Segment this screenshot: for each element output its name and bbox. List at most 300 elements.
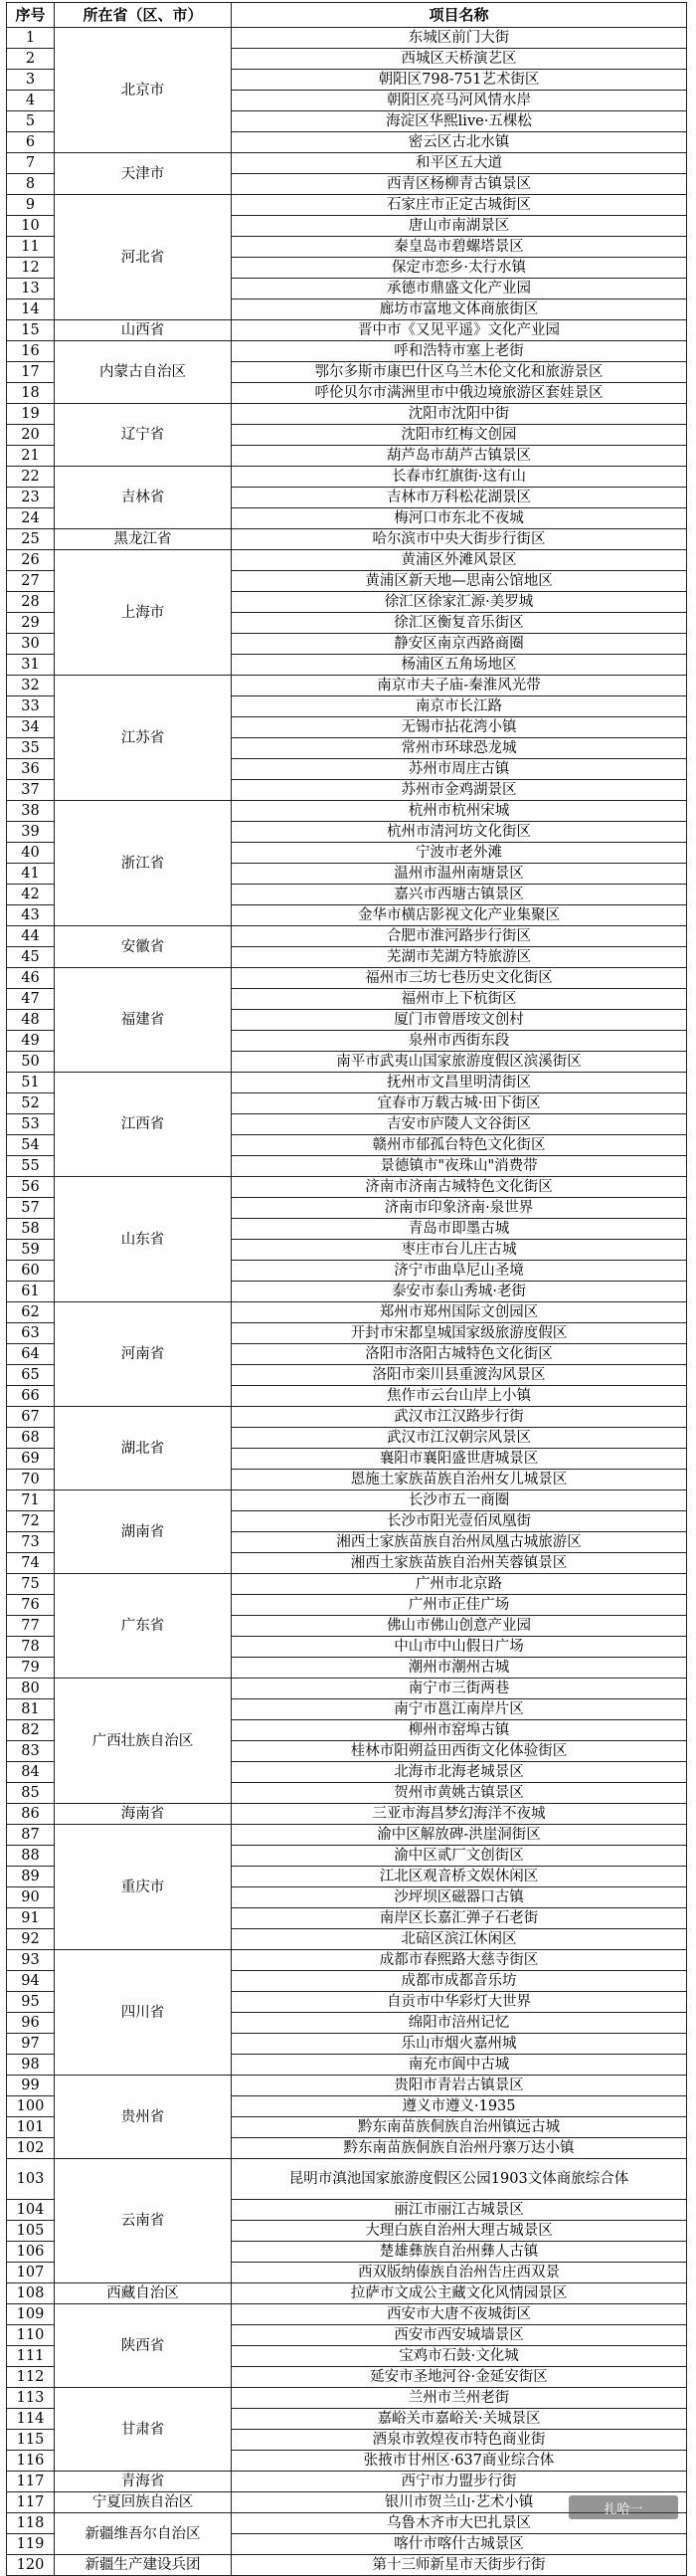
project-name: 洛阳市洛阳古城特色文化街区 [232,1344,687,1365]
row-number: 83 [7,1741,55,1762]
project-name: 厦门市曾厝垵文创村 [232,1010,687,1031]
project-name: 东城区前门大街 [232,28,687,49]
region-cell: 上海市 [55,550,232,676]
region-cell: 贵州省 [55,2076,232,2159]
project-name: 贺州市黄姚古镇景区 [232,1783,687,1804]
project-name: 西双版纳傣族自治州告庄西双景 [232,2263,687,2283]
project-name: 温州市温州南塘景区 [232,864,687,885]
project-name: 赣州市郁孤台特色文化街区 [232,1135,687,1156]
row-number: 55 [7,1156,55,1177]
row-number: 13 [7,279,55,299]
region-cell: 江西省 [55,1073,232,1177]
project-name: 乌鲁木齐市大巴扎景区 [232,2513,687,2534]
region-cell: 河南省 [55,1302,232,1407]
project-name: 南宁市邕江南岸片区 [232,1699,687,1720]
row-number: 58 [7,1219,55,1240]
row-number: 105 [7,2221,55,2242]
row-number: 31 [7,655,55,676]
project-name: 丽江市丽江古城景区 [232,2200,687,2221]
project-name: 常州市环球恐龙城 [232,738,687,759]
project-name: 郑州市郑州国际文创园区 [232,1302,687,1323]
row-number: 54 [7,1135,55,1156]
row-number: 36 [7,759,55,780]
table-row [7,341,687,362]
header-region: 所在省（区、市） [55,3,232,28]
project-name: 芜湖市芜湖方特旅游区 [232,947,687,968]
row-number: 104 [7,2200,55,2221]
project-name: 泉州市西街东段 [232,1031,687,1052]
row-number: 106 [7,2242,55,2263]
project-name: 葫芦岛市葫芦古镇景区 [232,446,687,467]
project-name: 景德镇市"夜珠山"消费带 [232,1156,687,1177]
region-cell: 海南省 [55,1804,232,1825]
project-name: 绵阳市涪州记忆 [232,2013,687,2034]
row-number: 5 [7,111,55,132]
project-name: 北碚区滨江休闲区 [232,1929,687,1950]
row-number: 20 [7,425,55,446]
row-number: 26 [7,550,55,571]
row-number: 81 [7,1699,55,1720]
project-name: 南宁市三街两巷 [232,1679,687,1699]
row-number: 79 [7,1658,55,1679]
row-number: 59 [7,1240,55,1261]
row-number: 19 [7,404,55,425]
project-table [6,2,687,2576]
project-name: 喀什市喀什古城景区 [232,2534,687,2555]
row-number: 100 [7,2096,55,2117]
table-row [7,1490,687,1511]
table-row [7,801,687,822]
row-number: 116 [7,2451,55,2472]
row-number: 32 [7,676,55,696]
project-name: 无锡市拈花湾小镇 [232,717,687,738]
row-number: 103 [7,2159,55,2200]
project-name: 南岸区长嘉汇弹子石老街 [232,1908,687,1929]
row-number: 61 [7,1282,55,1302]
row-number: 27 [7,571,55,592]
project-name: 江北区观音桥文娱休闲区 [232,1867,687,1887]
row-number: 90 [7,1887,55,1908]
project-name: 泰安市泰山秀城·老街 [232,1282,687,1302]
row-number: 75 [7,1574,55,1595]
region-cell: 浙江省 [55,801,232,926]
row-number: 93 [7,1950,55,1971]
row-number: 78 [7,1637,55,1658]
project-name: 自贡市中华彩灯大世界 [232,1992,687,2013]
table-row [7,2159,687,2200]
project-name: 济南市印象济南·泉世界 [232,1198,687,1219]
project-name: 渝中区贰厂文创街区 [232,1846,687,1867]
project-name: 南京市长江路 [232,696,687,717]
row-number: 44 [7,926,55,947]
project-name: 楚雄彝族自治州彝人古镇 [232,2242,687,2263]
region-cell: 新疆维吾尔自治区 [55,2513,232,2555]
region-cell: 湖南省 [55,1490,232,1574]
project-name: 嘉峪关市嘉峪关·关城景区 [232,2409,687,2430]
project-name: 黔东南苗族侗族自治州丹寨万达小镇 [232,2138,687,2159]
project-name: 渝中区解放碑-洪崖洞街区 [232,1825,687,1846]
table-row [7,926,687,947]
project-name: 哈尔滨市中央大街步行街区 [232,529,687,550]
project-name: 石家庄市正定古城街区 [232,195,687,216]
project-name: 南京市夫子庙-秦淮风光带 [232,676,687,696]
project-name: 秦皇岛市碧螺塔景区 [232,237,687,258]
row-number: 76 [7,1595,55,1616]
row-number: 91 [7,1908,55,1929]
region-cell: 湖北省 [55,1407,232,1490]
project-name: 武汉市江汉路步行街 [232,1407,687,1428]
project-name: 第十三师新星市天街步行街 [232,2555,687,2576]
project-name: 唐山市南湖景区 [232,216,687,237]
project-name: 柳州市窑埠古镇 [232,1720,687,1741]
project-name: 黔东南苗族侗族自治州镇远古城 [232,2117,687,2138]
project-name: 兰州市兰州老街 [232,2388,687,2409]
project-name: 焦作市云台山岸上小镇 [232,1386,687,1407]
row-number: 86 [7,1804,55,1825]
project-name: 密云区古北水镇 [232,132,687,153]
project-name: 吉安市庐陵人文谷街区 [232,1114,687,1135]
project-name: 昆明市滇池国家旅游度假区公园1903文体商旅综合体 [232,2159,687,2200]
table-row [7,28,687,49]
row-number: 80 [7,1679,55,1699]
table-row [7,1804,687,1825]
row-number: 53 [7,1114,55,1135]
row-number: 82 [7,1720,55,1741]
table-row [7,2283,687,2304]
project-name: 吉林市万科松花湖景区 [232,488,687,508]
row-number: 48 [7,1010,55,1031]
header-no: 序号 [7,3,55,28]
row-number: 113 [7,2388,55,2409]
row-number: 98 [7,2055,55,2076]
project-name: 湘西土家族苗族自治州凤凰古城旅游区 [232,1532,687,1553]
region-cell: 新疆生产建设兵团 [55,2555,232,2576]
row-number: 10 [7,216,55,237]
table-row [7,968,687,989]
project-name: 张掖市甘州区·637商业综合体 [232,2451,687,2472]
region-cell: 黑龙江省 [55,529,232,550]
row-number: 40 [7,843,55,864]
project-name: 杭州市杭州宋城 [232,801,687,822]
row-number: 112 [7,2367,55,2388]
project-name: 静安区南京西路商圈 [232,634,687,655]
table-row [7,550,687,571]
row-number: 109 [7,2304,55,2325]
row-number: 68 [7,1428,55,1449]
project-name: 西城区天桥演艺区 [232,49,687,70]
row-number: 96 [7,2013,55,2034]
row-number: 64 [7,1344,55,1365]
project-name: 徐汇区衡复音乐街区 [232,613,687,634]
project-name: 合肥市淮河路步行街区 [232,926,687,947]
project-name: 福州市上下杭街区 [232,989,687,1010]
table-row [7,1679,687,1699]
table-row [7,195,687,216]
table-row [7,404,687,425]
table-row [7,529,687,550]
region-cell: 云南省 [55,2159,232,2283]
row-number: 2 [7,49,55,70]
region-cell: 吉林省 [55,467,232,529]
row-number: 88 [7,1846,55,1867]
table-row [7,1177,687,1198]
project-name: 苏州市周庄古镇 [232,759,687,780]
row-number: 38 [7,801,55,822]
table-row [7,1825,687,1846]
row-number: 7 [7,153,55,174]
project-name: 青岛市即墨古城 [232,1219,687,1240]
row-number: 1 [7,28,55,49]
region-cell: 福建省 [55,968,232,1073]
row-number: 37 [7,780,55,801]
row-number: 102 [7,2138,55,2159]
row-number: 92 [7,1929,55,1950]
row-number: 42 [7,885,55,905]
row-number: 117 [7,2472,55,2492]
row-number: 72 [7,1511,55,1532]
project-name: 沙坪坝区磁器口古镇 [232,1887,687,1908]
row-number: 16 [7,341,55,362]
region-cell: 广西壮族自治区 [55,1679,232,1804]
row-number: 30 [7,634,55,655]
row-number: 33 [7,696,55,717]
region-cell: 四川省 [55,1950,232,2076]
project-name: 开封市宋都皇城国家级旅游度假区 [232,1323,687,1344]
region-cell: 江苏省 [55,676,232,801]
project-name: 廊坊市富地文体商旅街区 [232,299,687,320]
project-name: 宁波市老外滩 [232,843,687,864]
project-name: 枣庄市台儿庄古城 [232,1240,687,1261]
region-cell: 西藏自治区 [55,2283,232,2304]
row-number: 71 [7,1490,55,1511]
header-row [7,3,687,28]
table-row [7,467,687,488]
row-number: 89 [7,1867,55,1887]
table-row [7,1574,687,1595]
project-name: 北海市北海老城景区 [232,1762,687,1783]
project-name: 银川市贺兰山·艺术小镇 [232,2492,687,2513]
project-name: 鄂尔多斯市康巴什区乌兰木伦文化和旅游景区 [232,362,687,383]
row-number: 3 [7,70,55,91]
row-number: 101 [7,2117,55,2138]
row-number: 50 [7,1052,55,1073]
row-number: 110 [7,2325,55,2346]
table-row [7,676,687,696]
project-name: 潮州市潮州古城 [232,1658,687,1679]
project-name: 西安市西安城墙景区 [232,2325,687,2346]
row-number: 87 [7,1825,55,1846]
row-number: 99 [7,2076,55,2096]
project-name: 金华市横店影视文化产业集聚区 [232,905,687,926]
row-number: 51 [7,1073,55,1093]
row-number: 23 [7,488,55,508]
table-row [7,320,687,341]
region-cell: 北京市 [55,28,232,153]
header-project: 项目名称 [232,3,687,28]
project-name: 和平区五大道 [232,153,687,174]
project-name: 济宁市曲阜尼山圣境 [232,1261,687,1282]
project-name: 贵阳市青岩古镇景区 [232,2076,687,2096]
row-number: 41 [7,864,55,885]
project-name: 保定市恋乡·太行水镇 [232,258,687,279]
row-number: 11 [7,237,55,258]
project-name: 宝鸡市石鼓·文化城 [232,2346,687,2367]
table-row [7,2555,687,2576]
table-row [7,1950,687,1971]
project-name: 长沙市阳光壹佰凤凰街 [232,1511,687,1532]
project-name: 沈阳市红梅文创园 [232,425,687,446]
row-number: 28 [7,592,55,613]
row-number: 9 [7,195,55,216]
project-name: 三亚市海昌梦幻海洋不夜城 [232,1804,687,1825]
row-number: 108 [7,2283,55,2304]
project-name: 长春市红旗街·这有山 [232,467,687,488]
row-number: 24 [7,508,55,529]
project-name: 拉萨市文成公主藏文化风情园景区 [232,2283,687,2304]
row-number: 107 [7,2263,55,2283]
table-row [7,153,687,174]
row-number: 115 [7,2430,55,2451]
table-row [7,1302,687,1323]
row-number: 52 [7,1093,55,1114]
table-row [7,2304,687,2325]
project-name: 南平市武夷山国家旅游度假区滨溪街区 [232,1052,687,1073]
project-name: 南充市阆中古城 [232,2055,687,2076]
project-name: 抚州市文昌里明清街区 [232,1073,687,1093]
project-name: 中山市中山假日广场 [232,1637,687,1658]
project-name: 承德市鼎盛文化产业园 [232,279,687,299]
row-number: 49 [7,1031,55,1052]
row-number: 119 [7,2534,55,2555]
region-cell: 宁夏回族自治区 [55,2492,232,2513]
region-cell: 陕西省 [55,2304,232,2388]
row-number: 21 [7,446,55,467]
project-name: 西宁市力盟步行街 [232,2472,687,2492]
row-number: 6 [7,132,55,153]
project-name: 湘西土家族苗族自治州芙蓉镇景区 [232,1553,687,1574]
project-name: 呼和浩特市塞上老街 [232,341,687,362]
table-row [7,1073,687,1093]
project-name: 乐山市烟火嘉州城 [232,2034,687,2055]
project-name: 福州市三坊七巷历史文化街区 [232,968,687,989]
project-name: 襄阳市襄阳盛世唐城景区 [232,1449,687,1470]
project-name: 佛山市佛山创意产业园 [232,1616,687,1637]
project-name: 延安市圣地河谷·金延安街区 [232,2367,687,2388]
project-name: 桂林市阳朔益田西街文化体验街区 [232,1741,687,1762]
row-number: 57 [7,1198,55,1219]
row-number: 73 [7,1532,55,1553]
region-cell: 内蒙古自治区 [55,341,232,404]
row-number: 84 [7,1762,55,1783]
project-name: 黄浦区新天地—思南公馆地区 [232,571,687,592]
project-name: 遵义市遵义·1935 [232,2096,687,2117]
project-name: 朝阳区亮马河风情水岸 [232,91,687,111]
row-number: 35 [7,738,55,759]
project-name: 长沙市五一商圈 [232,1490,687,1511]
project-name: 宜春市万载古城·田下街区 [232,1093,687,1114]
project-name: 朝阳区798-751艺术街区 [232,70,687,91]
row-number: 62 [7,1302,55,1323]
row-number: 29 [7,613,55,634]
region-cell: 山西省 [55,320,232,341]
row-number: 56 [7,1177,55,1198]
region-cell: 重庆市 [55,1825,232,1950]
row-number: 63 [7,1323,55,1344]
row-number: 118 [7,2513,55,2534]
row-number: 8 [7,174,55,195]
project-name: 大理白族自治州大理古城景区 [232,2221,687,2242]
row-number: 14 [7,299,55,320]
row-number: 12 [7,258,55,279]
project-name: 酒泉市敦煌夜市特色商业街 [232,2430,687,2451]
row-number: 4 [7,91,55,111]
row-number: 66 [7,1386,55,1407]
row-number: 47 [7,989,55,1010]
row-number: 95 [7,1992,55,2013]
region-cell: 天津市 [55,153,232,195]
row-number: 111 [7,2346,55,2367]
region-cell: 安徽省 [55,926,232,968]
project-name: 济南市济南古城特色文化街区 [232,1177,687,1198]
project-name: 恩施土家族苗族自治州女儿城景区 [232,1470,687,1490]
table-row [7,2472,687,2492]
project-name: 海淀区华熙live·五棵松 [232,111,687,132]
row-number: 74 [7,1553,55,1574]
project-name: 梅河口市东北不夜城 [232,508,687,529]
row-number: 34 [7,717,55,738]
row-number: 97 [7,2034,55,2055]
row-number: 45 [7,947,55,968]
project-name: 沈阳市沈阳中街 [232,404,687,425]
row-number: 69 [7,1449,55,1470]
row-number: 17 [7,362,55,383]
region-cell: 河北省 [55,195,232,320]
project-name: 晋中市《又见平遥》文化产业园 [232,320,687,341]
row-number: 77 [7,1616,55,1637]
row-number: 67 [7,1407,55,1428]
region-cell: 青海省 [55,2472,232,2492]
row-number: 22 [7,467,55,488]
row-number: 18 [7,383,55,404]
row-number: 70 [7,1470,55,1490]
project-name: 武汉市江汉朝宗风景区 [232,1428,687,1449]
table-row [7,2388,687,2409]
row-number: 39 [7,822,55,843]
row-number: 46 [7,968,55,989]
project-name: 西安市大唐不夜城街区 [232,2304,687,2325]
row-number: 60 [7,1261,55,1282]
project-name: 广州市正佳广场 [232,1595,687,1616]
project-name: 成都市成都音乐坊 [232,1971,687,1992]
row-number: 43 [7,905,55,926]
row-number: 94 [7,1971,55,1992]
project-name: 杨浦区五角场地区 [232,655,687,676]
table-body [7,28,687,2576]
project-name: 杭州市清河坊文化街区 [232,822,687,843]
row-number: 25 [7,529,55,550]
project-name: 洛阳市栾川县重渡沟风景区 [232,1365,687,1386]
region-cell: 广东省 [55,1574,232,1679]
project-name: 西青区杨柳青古镇景区 [232,174,687,195]
project-name: 成都市春熙路大慈寺街区 [232,1950,687,1971]
row-number: 85 [7,1783,55,1804]
row-number: 114 [7,2409,55,2430]
project-name: 黄浦区外滩风景区 [232,550,687,571]
row-number: 65 [7,1365,55,1386]
table-row [7,1407,687,1428]
project-name: 呼伦贝尔市满洲里市中俄边境旅游区套娃景区 [232,383,687,404]
project-name: 广州市北京路 [232,1574,687,1595]
